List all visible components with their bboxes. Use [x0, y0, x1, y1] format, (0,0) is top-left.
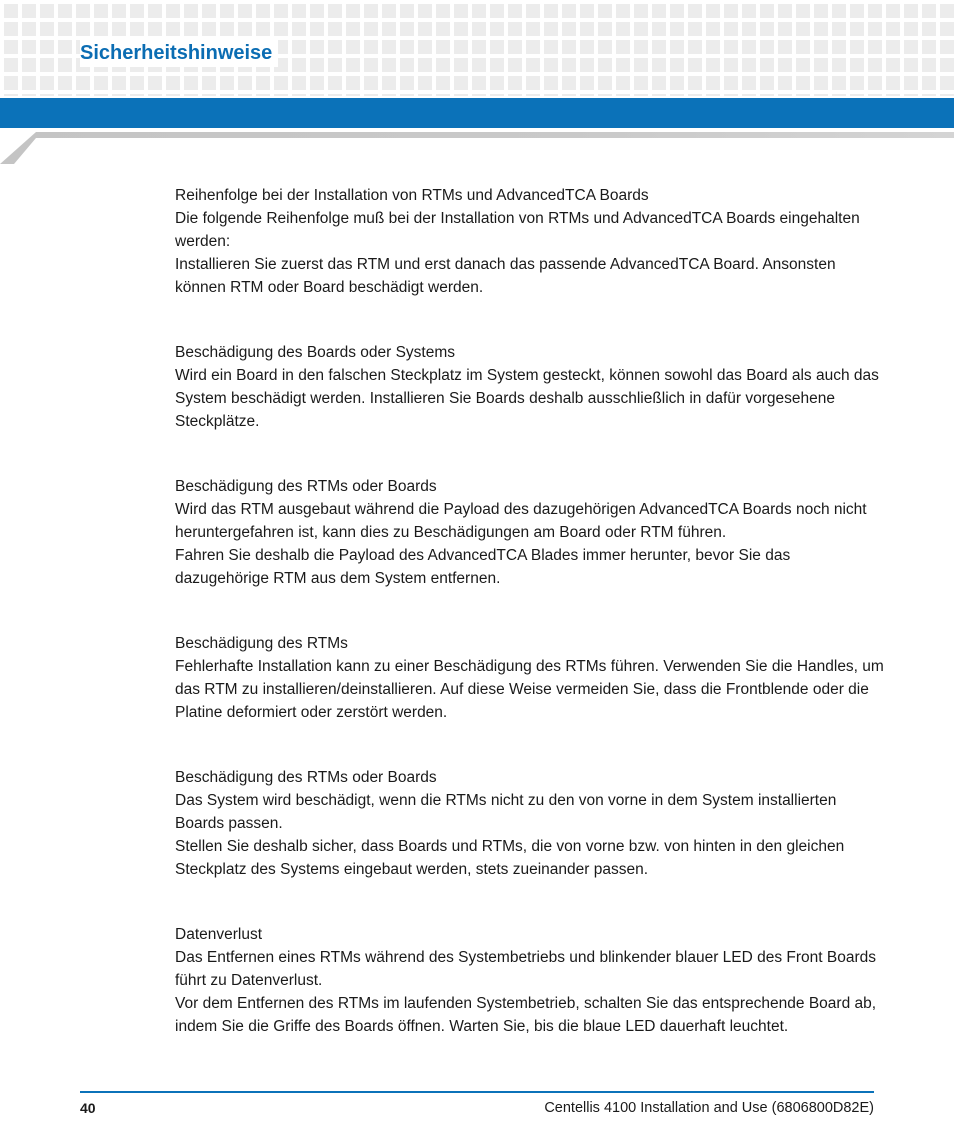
header-grey-wedge [0, 132, 954, 164]
section-install-order [175, 184, 885, 299]
section-data-loss [175, 923, 885, 1038]
section-heading: Beschädigung des RTMs [175, 635, 348, 652]
section-rtm-board-damage-payload [175, 475, 885, 590]
section-rtm-board-damage-mismatch [175, 766, 885, 881]
section-paragraph: Das System wird beschädigt, wenn die RTMs nicht zu den von vorne in dem System installierten Boards passen. [175, 792, 837, 832]
header-blue-bar [0, 98, 954, 128]
section-paragraph: Stellen Sie deshalb sicher, dass Boards und RTMs, die von vorne bzw. von hinten in den gleichen Steckplatz des Systems eingebaut werden, stets zueinander passen. [175, 838, 845, 878]
page-content [175, 184, 885, 1080]
section-paragraph: Die folgende Reihenfolge muß bei der Installation von RTMs und AdvancedTCA Boards eingehalten werden: [175, 210, 860, 250]
section-heading: Datenverlust [175, 926, 263, 943]
page-title: Sicherheitshinweise [80, 40, 278, 67]
section-paragraph: Wird ein Board in den falschen Steckplatz im System gesteckt, können sowohl das Board als auch das System beschädigt werden. Installieren Sie Boards deshalb ausschließlich in dafür vorgesehene Steckplätze. [175, 367, 879, 430]
section-paragraph: Installieren Sie zuerst das RTM und erst danach das passende AdvancedTCA Board. Ansonsten können RTM oder Board beschädigt werden. [175, 256, 836, 296]
footer-document-title: Centellis 4100 Installation and Use (6806800D82E) [544, 1100, 874, 1116]
section-heading: Beschädigung des RTMs oder Boards [175, 769, 437, 786]
section-rtm-damage [175, 632, 885, 724]
footer-rule [80, 1091, 874, 1093]
section-heading: Beschädigung des RTMs oder Boards [175, 478, 437, 495]
section-heading: Reihenfolge bei der Installation von RTMs und AdvancedTCA Boards [175, 187, 649, 204]
section-heading: Beschädigung des Boards oder Systems [175, 344, 456, 361]
section-paragraph: Fahren Sie deshalb die Payload des AdvancedTCA Blades immer herunter, bevor Sie das dazugehörige RTM aus dem System entfernen. [175, 547, 791, 587]
section-paragraph: Das Entfernen eines RTMs während des Systembetriebs und blinkender blauer LED des Front Boards führt zu Datenverlust. [175, 949, 877, 989]
page-number: 40 [80, 1100, 96, 1116]
section-board-system-damage [175, 341, 885, 433]
section-paragraph: Vor dem Entfernen des RTMs im laufenden Systembetrieb, schalten Sie das entsprechende Board ab, indem Sie die Griffe des Boards öffnen. Warten Sie, bis die blaue LED dauerhaft leuchtet. [175, 995, 877, 1035]
section-paragraph: Wird das RTM ausgebaut während die Payload des dazugehörigen AdvancedTCA Boards noch nicht heruntergefahren ist, kann dies zu Beschädigungen am Board oder RTM führen. [175, 501, 867, 541]
section-paragraph: Fehlerhafte Installation kann zu einer Beschädigung des RTMs führen. Verwenden Sie die Handles, um das RTM zu installieren/deinstallieren. Auf diese Weise vermeiden Sie, dass die Frontblende oder die Platine deformiert oder zerstört werden. [175, 658, 884, 721]
